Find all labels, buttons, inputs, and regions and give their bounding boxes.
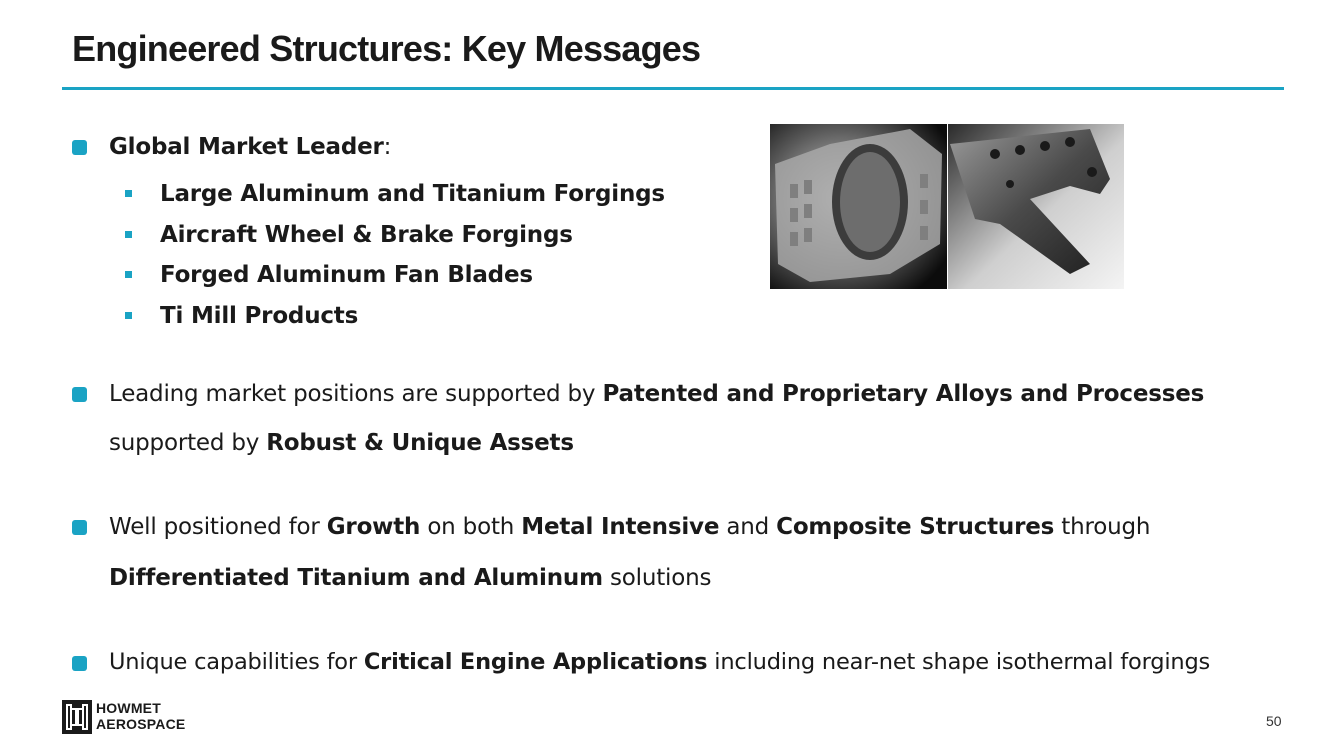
slide-title: Engineered Structures: Key Messages bbox=[72, 28, 701, 69]
bullet-marker bbox=[72, 387, 87, 402]
text: Leading market positions are supported by bbox=[109, 381, 603, 407]
text: Unique capabilities for bbox=[109, 649, 364, 675]
sub-bullet-item: Large Aluminum and Titanium Forgings bbox=[160, 181, 665, 207]
bullet-marker bbox=[72, 140, 87, 155]
howmet-aerospace-logo bbox=[62, 700, 222, 736]
forgings-image bbox=[770, 124, 1124, 289]
howmet-logo-icon bbox=[62, 700, 92, 734]
bold-text: Growth bbox=[326, 514, 421, 540]
bullet-market-positions-line1 bbox=[109, 369, 1204, 419]
text: : bbox=[383, 134, 392, 160]
forged-parts-photo bbox=[770, 124, 1124, 289]
text: through bbox=[1054, 514, 1151, 540]
bold-text: Critical Engine Applications bbox=[363, 649, 708, 675]
bold-text: Patented and Proprietary Alloys and Processes bbox=[602, 381, 1205, 407]
bullet-market-positions-line2 bbox=[109, 418, 574, 468]
bold-text: Composite Structures bbox=[776, 514, 1055, 540]
bullet-marker bbox=[72, 520, 87, 535]
text: supported by bbox=[109, 430, 267, 456]
sub-bullet-marker bbox=[125, 271, 132, 278]
bullet-marker bbox=[72, 656, 87, 671]
text: Well positioned for bbox=[109, 514, 327, 540]
bullet-growth-line1 bbox=[109, 502, 1150, 552]
logo-wordmark bbox=[96, 700, 185, 732]
logo-line-1: HOWMET bbox=[96, 700, 161, 716]
bold-text: Global Market Leader bbox=[109, 134, 384, 160]
sub-bullet-marker bbox=[125, 312, 132, 319]
sub-bullet-marker bbox=[125, 190, 132, 197]
sub-bullet-item: Ti Mill Products bbox=[160, 303, 359, 329]
bullet-engine-applications bbox=[109, 637, 1210, 687]
sub-bullet-marker bbox=[125, 231, 132, 238]
logo-line-2: AEROSPACE bbox=[96, 716, 186, 732]
sub-bullet-item: Aircraft Wheel & Brake Forgings bbox=[160, 222, 573, 248]
text: and bbox=[719, 514, 777, 540]
sub-bullet-item: Forged Aluminum Fan Blades bbox=[160, 262, 533, 288]
page-number: 50 bbox=[1266, 713, 1282, 729]
title-underline bbox=[62, 87, 1284, 90]
bold-text: Metal Intensive bbox=[521, 514, 720, 540]
text: solutions bbox=[602, 565, 712, 591]
bold-text: Robust & Unique Assets bbox=[266, 430, 574, 456]
text: including near-net shape isothermal forgings bbox=[707, 649, 1211, 675]
text: on both bbox=[420, 514, 522, 540]
bullet-global-market-leader bbox=[109, 122, 391, 172]
bold-text: Differentiated Titanium and Aluminum bbox=[109, 565, 603, 591]
bullet-growth-line2 bbox=[109, 553, 711, 603]
